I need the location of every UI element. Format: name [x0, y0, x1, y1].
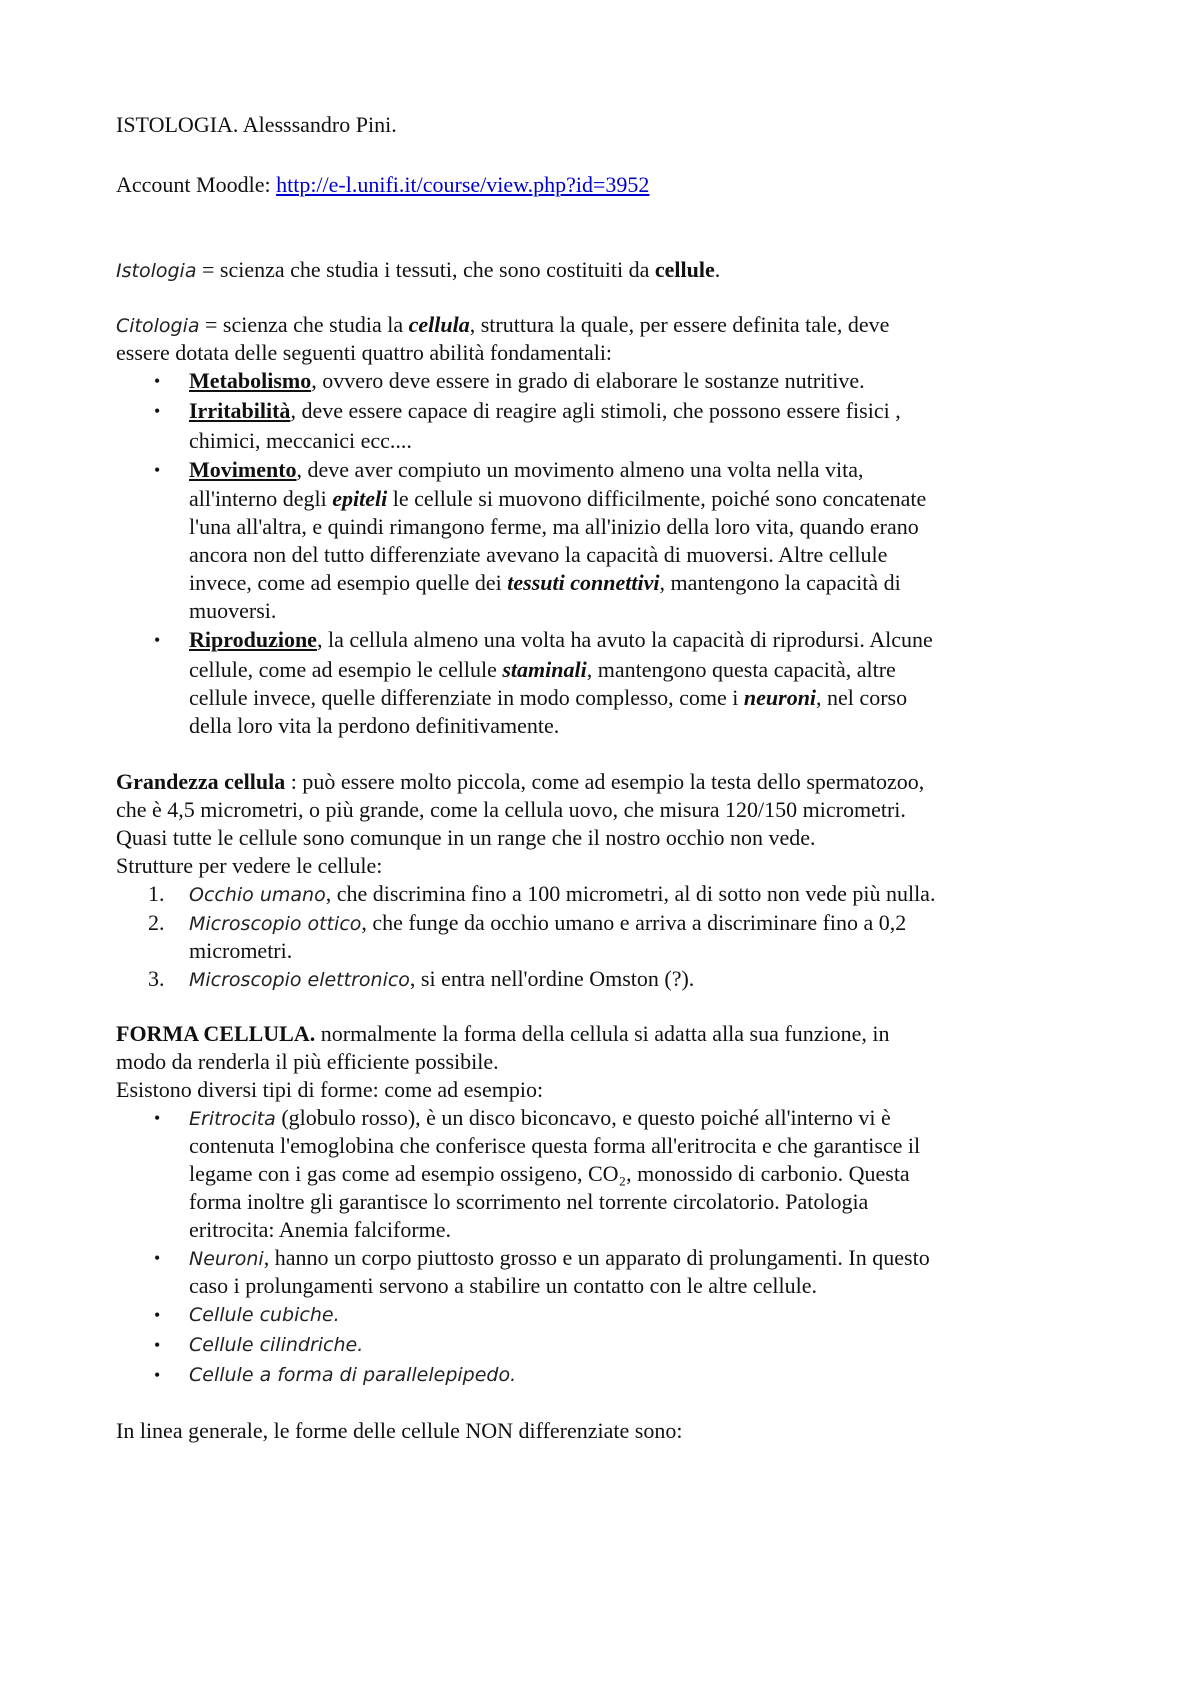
list-item-riproduzione: [189, 625, 933, 655]
grandezza-l2: che è 4,5 micrometri, o più grande, come la cellula uovo, che misura 120/150 micrometri.: [116, 797, 906, 822]
elettronico-text: , si entra nell'ordine Omston (?).: [409, 966, 695, 991]
citologia-definition: [116, 310, 889, 341]
istologia-bold: cellule: [654, 257, 715, 282]
movimento-l5: [189, 568, 901, 598]
conclusione: In linea generale, le forme delle cellule NON differenziate sono:: [116, 1418, 683, 1443]
grandezza-text: : può essere molto piccola, come ad esempio la testa dello spermatozoo,: [285, 769, 925, 794]
movimento-l5c: , mantengono la capacità di: [659, 570, 901, 595]
list-item-parallelepipedo: Cellule a forma di parallelepipedo.: [189, 1364, 517, 1386]
citologia-text1: = scienza che studia la: [199, 312, 409, 337]
list-item-eritrocita: [189, 1103, 891, 1134]
riproduzione-l3: [189, 683, 907, 713]
occhio-text: , che discrimina fino a 100 micrometri, al di sotto non vede più nulla.: [325, 881, 936, 906]
citologia-line2: essere dotata delle seguenti quattro abilità fondamentali:: [116, 340, 613, 365]
eritrocita-l5: eritrocita: Anemia falciforme.: [189, 1217, 452, 1242]
bullet-icon: •: [154, 1248, 161, 1268]
grandezza-l1: [116, 767, 924, 797]
citologia-text2: , struttura la quale, per essere definita tale, deve: [469, 312, 890, 337]
movimento-l4: ancora non del tutto differenziate avevano la capacità di muoversi. Altre cellule: [189, 542, 888, 567]
movimento-l2a: all'interno degli: [189, 486, 333, 511]
list-item-ottico: [189, 908, 906, 939]
eritrocita-l2: contenuta l'emoglobina che conferisce questa forma all'eritrocita e che garantisce il: [189, 1133, 921, 1158]
ottico-line2: micrometri.: [189, 938, 293, 963]
list-item-movimento: [189, 455, 863, 485]
ottico-term: Microscopio ottico: [189, 913, 362, 935]
bullet-icon: •: [154, 460, 161, 480]
movimento-l2: [189, 484, 926, 514]
list-item-cilindriche: Cellule cilindriche.: [189, 1334, 364, 1356]
neuroni-l1: , hanno un corpo piuttosto grosso e un apparato di prolungamenti. In questo: [263, 1245, 930, 1270]
riproduzione-term: Riproduzione: [189, 627, 317, 652]
istologia-text: = scienza che studia i tessuti, che sono costituiti da: [196, 257, 655, 282]
metabolismo-text: , ovvero deve essere in grado di elaborare le sostanze nutritive.: [311, 368, 865, 393]
irritabilita-term: Irritabilità: [189, 398, 291, 423]
bullet-icon: •: [154, 630, 161, 650]
metabolismo-term: Metabolismo: [189, 368, 312, 393]
citologia-term: Citologia: [116, 315, 200, 337]
movimento-l2c: le cellule si muovono difficilmente, poiché sono concatenate: [387, 486, 927, 511]
grandezza-title: Grandezza cellula: [116, 769, 286, 794]
forma-l1: [116, 1019, 889, 1049]
eritrocita-l4: forma inoltre gli garantisce lo scorrimento nel torrente circolatorio. Patologia: [189, 1189, 869, 1214]
occhio-term: Occhio umano: [189, 884, 326, 906]
eritrocita-l3: legame con i gas come ad esempio ossigeno, CO₂, monossido di carbonio. Questa: [189, 1161, 910, 1186]
movimento-term: Movimento: [189, 457, 297, 482]
movimento-epiteli: epiteli: [332, 486, 388, 511]
riproduzione-neuroni: neuroni: [743, 685, 817, 710]
ottico-text: , che funge da occhio umano e arriva a discriminare fino a 0,2: [361, 910, 907, 935]
list-number: 2.: [148, 910, 165, 935]
account-label: Account Moodle:: [116, 172, 277, 197]
neuroni-term: Neuroni: [189, 1248, 264, 1270]
forma-l2: modo da renderla il più efficiente possibile.: [116, 1049, 499, 1074]
forma-title: FORMA CELLULA.: [116, 1021, 316, 1046]
elettronico-term: Microscopio elettronico: [189, 969, 410, 991]
forma-l3: Esistono diversi tipi di forme: come ad esempio:: [116, 1077, 544, 1102]
list-item-occhio: [189, 879, 935, 910]
movimento-l5a: invece, come ad esempio quelle dei: [189, 570, 508, 595]
citologia-cellula: cellula: [408, 312, 470, 337]
riproduzione-staminali: staminali: [502, 657, 587, 682]
irritabilita-line2: chimici, meccanici ecc....: [189, 428, 412, 453]
list-number: 3.: [148, 966, 165, 991]
riproduzione-l4: della loro vita la perdono definitivamente.: [189, 713, 560, 738]
eritrocita-l1: (globulo rosso), è un disco biconcavo, e questo poiché all'interno vi è: [275, 1105, 891, 1130]
list-item-metabolismo: [189, 366, 865, 396]
istologia-end: .: [714, 257, 721, 282]
bullet-icon: •: [154, 1305, 161, 1325]
movimento-tessuti: tessuti connettivi: [507, 570, 660, 595]
forma-text: normalmente la forma della cellula si adatta alla sua funzione, in: [315, 1021, 890, 1046]
account-line: [116, 170, 649, 200]
grandezza-l3: Quasi tutte le cellule sono comunque in un range che il nostro occhio non vede.: [116, 825, 816, 850]
moodle-link[interactable]: http://e-l.unifi.it/course/view.php?id=3952: [276, 172, 650, 197]
movimento-l3: l'una all'altra, e quindi rimangono ferme, ma all'inizio della loro vita, quando erano: [189, 514, 919, 539]
movimento-l6: muoversi.: [189, 598, 277, 623]
istologia-definition: [116, 255, 720, 286]
bullet-icon: •: [154, 1365, 161, 1385]
riproduzione-l2c: , mantengono questa capacità, altre: [586, 657, 896, 682]
document-title: ISTOLOGIA. Alesssandro Pini.: [116, 112, 397, 137]
bullet-icon: •: [154, 1335, 161, 1355]
istologia-term: Istologia: [116, 260, 197, 282]
bullet-icon: •: [154, 371, 161, 391]
bullet-icon: •: [154, 1108, 161, 1128]
list-item-neuroni: [189, 1243, 930, 1274]
riproduzione-l2a: cellule, come ad esempio le cellule: [189, 657, 503, 682]
riproduzione-l3a: cellule invece, quelle differenziate in modo complesso, come i: [189, 685, 744, 710]
grandezza-l4: Strutture per vedere le cellule:: [116, 853, 383, 878]
irritabilita-text: , deve essere capace di reagire agli stimoli, che possono essere fisici ,: [290, 398, 901, 423]
bullet-icon: •: [154, 401, 161, 421]
movimento-l1: , deve aver compiuto un movimento almeno una volta nella vita,: [296, 457, 864, 482]
list-number: 1.: [148, 881, 165, 906]
eritrocita-term: Eritrocita: [189, 1108, 276, 1130]
riproduzione-l3c: , nel corso: [816, 685, 908, 710]
list-item-elettronico: [189, 964, 694, 995]
list-item-cubiche: Cellule cubiche.: [189, 1304, 340, 1326]
neuroni-l2: caso i prolungamenti servono a stabilire un contatto con le altre cellule.: [189, 1273, 818, 1298]
list-item-irritabilita: [189, 396, 901, 426]
riproduzione-l2: [189, 655, 896, 685]
riproduzione-l1: , la cellula almeno una volta ha avuto la capacità di riprodursi. Alcune: [316, 627, 933, 652]
